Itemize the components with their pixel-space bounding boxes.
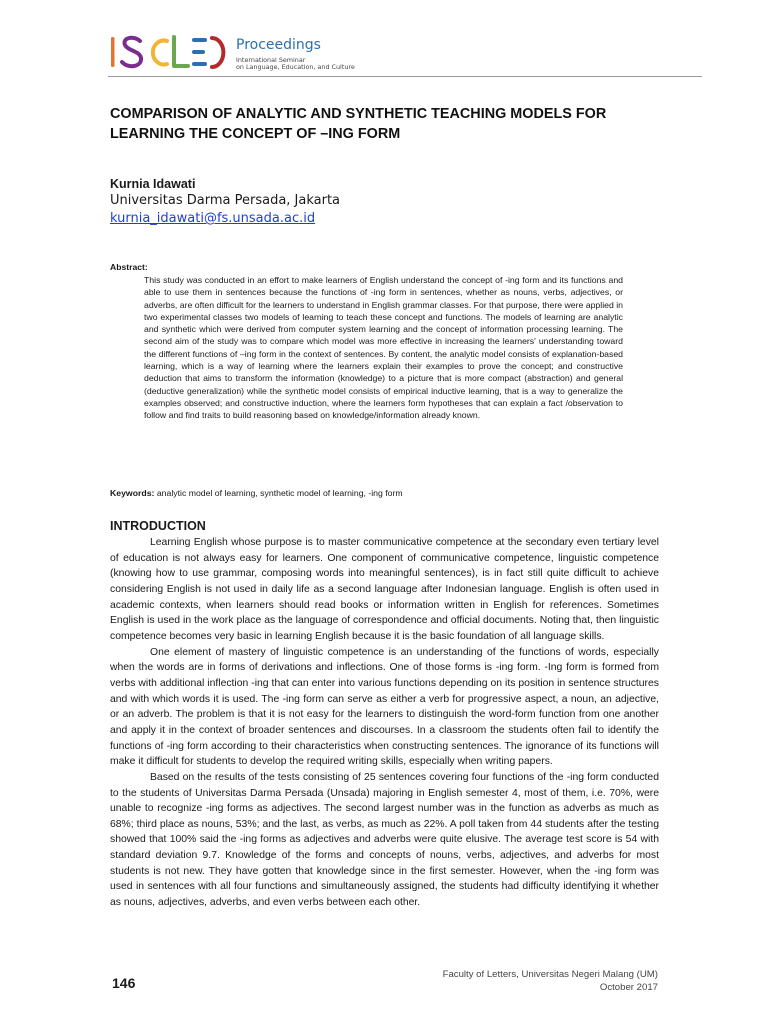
intro-paragraph: Based on the results of the tests consisting of 25 sentences covering four functions of the -ing form conducted to the students of Universitas Darma Persada (Unsada) majoring in English semester 4, most of them, i.e. 70%, were unable to recognize -ing forms as adjectives. The second largest number was in the function as adverbs as much as 68%; third place as nouns, 53%; and the last, as verbs, as much as 22%. A poll taken from 44 students after the testing showed that 100% said the -ing forms as adjectives and adverbs were quite elusive. The average test score is 54 with standard deviation 9.7. Knowledge of the forms and concepts of nouns, verbs, adjectives, and adverbs for most students is not new. They have gotten that knowledge since in the first semester. However, when the -ing form was used in sentences with all four functions and simultaneously assigned, the students had difficulty identifying it whether as nouns, adjectives, adverbs, and even verbs between each other.	[110, 771, 659, 909]
isolec-logo	[108, 30, 232, 74]
author-email-link[interactable]: kurnia_idawati@fs.unsada.ac.id	[110, 211, 316, 226]
keywords	[110, 488, 403, 498]
seminar-line-2: on Language, Education, and Culture	[236, 63, 355, 71]
seminar-line-1: International Seminar	[236, 56, 306, 64]
proceedings-header	[108, 30, 704, 78]
intro-paragraph: One element of mastery of linguistic competence is an understanding of the functions of words, especially when the words are in forms of derivations and inflections. One of those forms is -ing form. -Ing form is formed from verbs with additional inflection -ing that can enter into various functions depending on its position in sentence structures and with which words it is used. The -ing form can serve as either a verb for progressive aspect, a noun, an adjective, or an adverb. The problem is that it is not easy for the learners to distinguish the word-form function from one another and apply it in the context of broader sentences and discourses. In a classroom the students often fail to identify the functions of -ing form according to their characteristics when constructing sentences. The ignorance of its functions will make it difficult for students to develop the required writing skills, especially when writing papers.	[110, 646, 659, 768]
footer-affiliation	[443, 968, 658, 994]
proceedings-label: Proceedings	[236, 37, 321, 53]
section-heading-introduction: INTRODUCTION	[110, 519, 206, 533]
abstract-text: This study was conducted in an effort to make learners of English understand the concept of -ing form and its functions and able to use them in sentences because the functions of -ing form in sentences, whether as nouns, verbs, adjectives, or adverbs, are often difficult for the learners to understand in English grammar classes. For that purpose, there were applied in two experimental classes two models of learning to teach these concept and functions. The models of learning are analytic and synthetic which were derived from computer system learning and the concept of information processing learning. The second aim of the study was to compare which model was more effective in increasing the learners' understanding toward the different functions of –ing form in the context of sentences. By content, the analytic model consists of explanation-based learning, which is a way of learning where the learners explain their examples to prove the concept; and constructive deduction that aims to transform the information (knowledge) to a picture that is more compact (abstraction) and general (deductive generalization) while the synthetic model consists of empirical inductive learning, that is a way to generalize the examples observed; and constructive induction, where the learners form hypotheses that can explain a fact /observation to follow and find traits to build reasoning based on knowledge/information already known.	[144, 275, 623, 421]
footer-date: October 2017	[599, 982, 658, 993]
keywords-label: Keywords:	[110, 488, 155, 498]
page-number: 146	[112, 975, 136, 991]
author-name: Kurnia Idawati	[110, 177, 196, 191]
author-affiliation: Universitas Darma Persada, Jakarta	[110, 193, 341, 208]
introduction-body	[110, 535, 659, 911]
header-divider	[108, 76, 702, 77]
seminar-name	[236, 57, 436, 71]
abstract-label: Abstract:	[110, 262, 148, 272]
paper-title: COMPARISON OF ANALYTIC AND SYNTHETIC TEACHING MODELS FOR LEARNING THE CONCEPT OF –ING FORM	[110, 106, 607, 142]
keywords-list: analytic model of learning, synthetic model of learning, -ing form	[156, 488, 403, 498]
footer-faculty: Faculty of Letters, Universitas Negeri Malang (UM)	[442, 969, 658, 980]
intro-paragraph: Learning English whose purpose is to master communicative competence at the secondary even tertiary level of education is not always easy for learners. One component of communicative competence, linguistic competence (knowing how to use grammar, composing words into meaningful sentences), is in fact still quite difficult to achieve considering English is not used in daily life as a second language after Indonesian language. English is often used in academic contexts, when learners should read books or information written in English for references. Sometimes English is used in the work place as the language of correspondence and official documents. Noting that, then linguistic competence becomes very basic in learning English because it is the basic foundation of all language skills.	[110, 537, 659, 642]
